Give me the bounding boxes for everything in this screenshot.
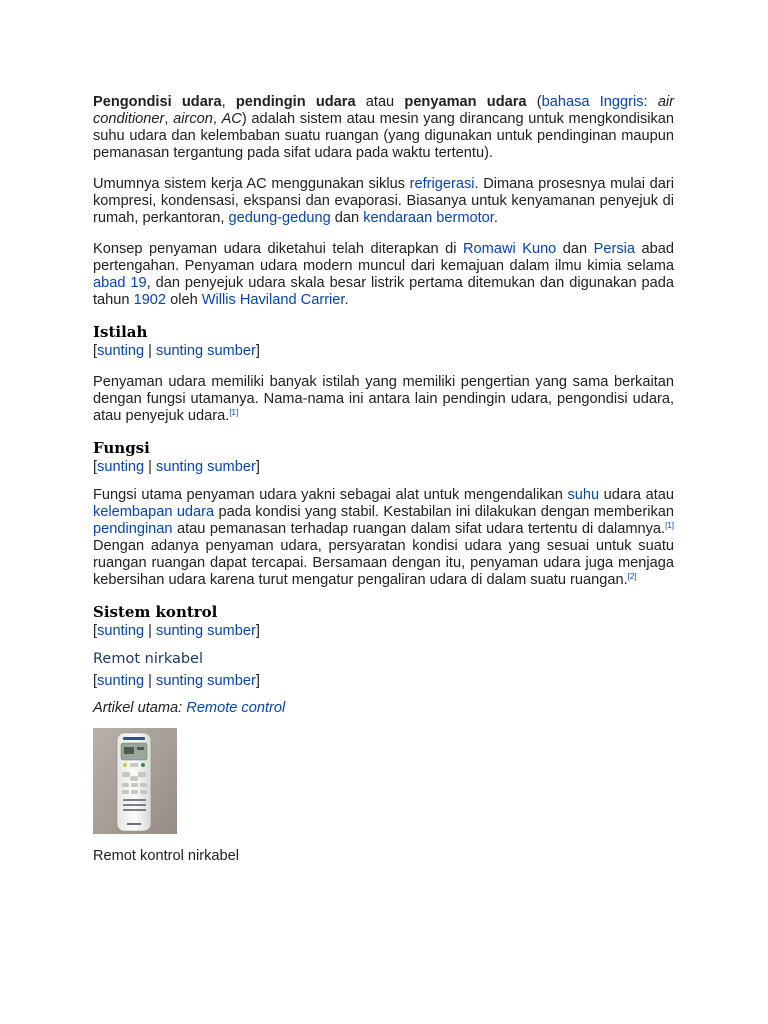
edit-source-link[interactable]: sunting sumber xyxy=(156,623,256,639)
edit-link[interactable]: sunting xyxy=(97,623,145,639)
edit-link[interactable]: sunting xyxy=(97,343,145,359)
link-gedung-gedung[interactable]: gedung-gedung xyxy=(228,210,331,226)
link-persia[interactable]: Persia xyxy=(593,241,636,257)
english-term-air-conditioner: air conditioner xyxy=(93,94,675,127)
link-abad-19[interactable]: abad 19 xyxy=(93,275,147,291)
heading-remot-nirkabel: Remot nirkabel xyxy=(93,651,203,667)
edit-links-sistem-kontrol: [sunting | sunting sumber] xyxy=(93,623,260,639)
link-remote-control[interactable]: Remote control xyxy=(186,700,286,716)
article-content xyxy=(93,94,674,865)
link-kelembapan-udara[interactable]: kelembapan udara xyxy=(93,504,215,520)
intro-paragraph: Pengondisi udara, pendingin udara atau penyaman udara (bahasa Inggris: air conditioner, aircon, AC) adalah sistem atau mesin yang dirancang untuk mengkondisikan suhu udara dan kelembaban suatu ruangan (yang digunakan untuk pendinginan maupun pemanasan tergantung pada sifat udara pada waktu tertentu). xyxy=(93,94,675,161)
edit-source-link[interactable]: sunting sumber xyxy=(156,459,256,475)
link-1902[interactable]: 1902 xyxy=(133,292,167,308)
edit-links-istilah: [sunting | sunting sumber] xyxy=(93,343,260,359)
heading-sistem-kontrol: Sistem kontrol xyxy=(93,603,218,621)
paragraph-siklus: Umumnya sistem kerja AC menggunakan siklus refrigerasi. Dimana prosesnya mulai dari kompresi, kondensasi, ekspansi dan evaporasi. Biasanya untuk kenyamanan penyejuk di rumah, perkantoran, gedung-gedung dan kendaraan bermotor. xyxy=(93,176,674,226)
edit-link[interactable]: sunting xyxy=(97,673,145,689)
term-penyaman-udara: penyaman udara xyxy=(404,94,527,110)
link-suhu[interactable]: suhu xyxy=(567,487,600,503)
remote-control-photo-icon xyxy=(93,728,177,834)
link-bahasa-inggris[interactable]: bahasa Inggris xyxy=(541,94,644,110)
hatnote-main-article: Artikel utama: Remote control xyxy=(93,700,286,716)
image-caption: Remot kontrol nirkabel xyxy=(93,848,240,864)
link-romawi-kuno[interactable]: Romawi Kuno xyxy=(463,241,557,257)
link-pendinginan[interactable]: pendinginan xyxy=(93,521,173,537)
heading-fungsi: Fungsi xyxy=(93,439,150,457)
link-willis-haviland-carrier[interactable]: Willis Haviland Carrier xyxy=(201,292,345,308)
link-kendaraan-bermotor[interactable]: kendaraan bermotor xyxy=(363,210,494,226)
term-pendingin-udara: pendingin udara xyxy=(235,94,356,110)
reference-1[interactable]: [1] xyxy=(229,408,239,417)
reference-1[interactable]: [1] xyxy=(665,521,674,530)
reference-2[interactable]: [2] xyxy=(627,572,637,581)
paragraph-konsep: Konsep penyaman udara diketahui telah diterapkan di Romawi Kuno dan Persia abad pertengahan. Penyaman udara modern muncul dari kemajuan dalam ilmu kimia selama abad 19, dan penyejuk udara skala besar listrik pertama ditemukan dan digunakan pada tahun 1902 oleh Willis Haviland Carrier. xyxy=(93,241,674,308)
paragraph-fungsi: Fungsi utama penyaman udara yakni sebagai alat untuk mengendalikan suhu udara atau kelembapan udara pada kondisi yang stabil. Kestabilan ini dilakukan dengan memberikan pendinginan atau pemanasan terhadap ruangan dalam sifat udara tertentu di dalamnya.[1] Dengan adanya penyaman udara, persyaratan kondisi udara yang sesuai untuk suatu ruangan ruangan dapat tercapai. Bersamaan dengan itu, penyaman udara juga menjaga kebersihan udara karena turut mengatur pengaliran udara di dalam suatu ruangan.[2] xyxy=(93,487,675,588)
link-refrigerasi[interactable]: refrigerasi xyxy=(409,176,475,192)
edit-links-remot-nirkabel: [sunting | sunting sumber] xyxy=(93,673,260,689)
english-term-aircon: aircon xyxy=(173,111,213,127)
edit-source-link[interactable]: sunting sumber xyxy=(156,673,256,689)
term-pengondisi-udara: Pengondisi udara xyxy=(93,94,222,110)
edit-source-link[interactable]: sunting sumber xyxy=(156,343,256,359)
edit-link[interactable]: sunting xyxy=(97,459,145,475)
english-term-ac: AC xyxy=(221,111,242,127)
edit-links-fungsi: [sunting | sunting sumber] xyxy=(93,459,260,475)
paragraph-istilah: Penyaman udara memiliki banyak istilah yang memiliki pengertian yang sama berkaitan dengan fungsi utamanya. Nama-nama ini antara lain pendingin udara, pengondisi udara, atau penyejuk udara.[1] xyxy=(93,374,674,424)
remote-control-image[interactable] xyxy=(93,728,177,834)
heading-istilah: Istilah xyxy=(93,323,148,341)
